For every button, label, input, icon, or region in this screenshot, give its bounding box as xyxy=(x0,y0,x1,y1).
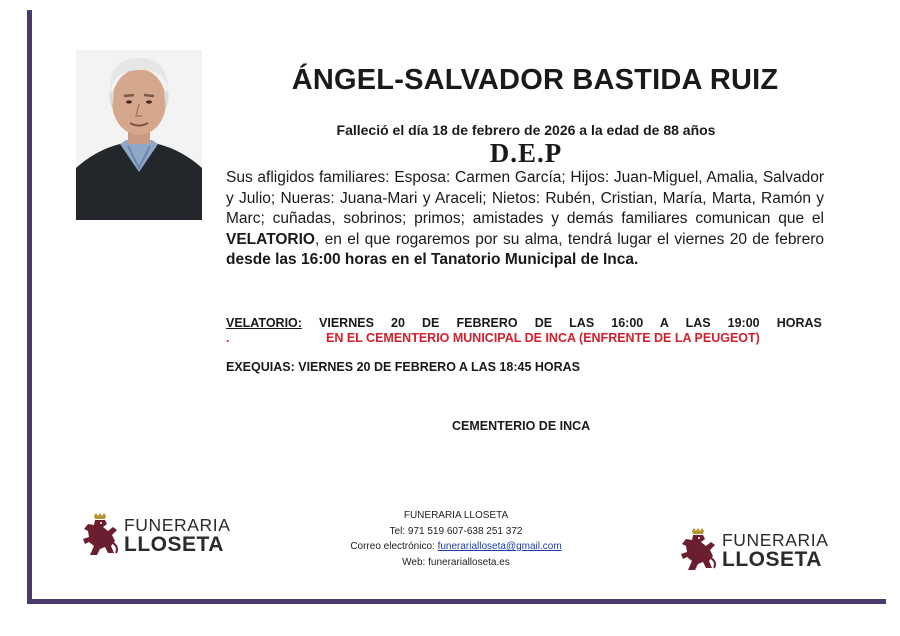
logo-line-1: FUNERARIA xyxy=(722,530,829,550)
footer-company: FUNERARIA LLOSETA xyxy=(403,510,509,521)
velatorio-location-text: EN EL CEMENTERIO MUNICIPAL DE INCA (ENFRENTE DE LA PEUGEOT) xyxy=(326,331,760,345)
velatorio-word: VIERNES xyxy=(319,316,374,330)
frame-bottom-border xyxy=(27,599,886,604)
velatorio-word: 16:00 xyxy=(611,316,644,330)
velatorio-word: A xyxy=(659,316,669,330)
velatorio-word: LAS xyxy=(569,316,595,330)
footer-phone: Tel: 971 519 607-638 251 372 xyxy=(389,525,523,537)
footer-email-label: Correo electrónico: xyxy=(350,541,438,552)
frame-left-border xyxy=(27,10,32,604)
velatorio-label: VELATORIO: xyxy=(226,316,302,330)
announcement-bold-location: desde las 16:00 horas en el Tanatorio Municipal de Inca. xyxy=(226,251,639,268)
portrait-photo xyxy=(76,50,202,220)
funeraria-logo-right xyxy=(678,528,838,576)
velatorio-word: FEBRERO xyxy=(456,316,518,330)
logo-line-2: LLOSETA xyxy=(124,533,224,556)
rampant-lion-crest-icon xyxy=(80,513,120,557)
velatorio-word: DE xyxy=(422,316,440,330)
velatorio-word: DE xyxy=(534,316,553,330)
logo-line-1: FUNERARIA xyxy=(124,515,231,535)
exequias-line: EXEQUIAS: VIERNES 20 DE FEBRERO A LAS 18:45 HORAS xyxy=(226,360,581,374)
velatorio-bullet: . xyxy=(226,331,230,345)
velatorio-line xyxy=(226,316,822,330)
velatorio-location xyxy=(226,331,826,345)
rampant-lion-crest-icon xyxy=(678,528,718,572)
footer-email-link[interactable]: funerarialloseta@gmail.com xyxy=(437,541,562,552)
velatorio-word: LAS xyxy=(685,316,711,330)
rip-heading: D.E.P xyxy=(489,138,563,168)
announcement-bold-velatorio: VELATORIO xyxy=(226,230,315,248)
velatorio-word: 20 xyxy=(391,316,405,330)
footer-email-row xyxy=(330,539,582,555)
logo-line-2: LLOSETA xyxy=(722,548,822,571)
family-announcement xyxy=(226,168,824,271)
announcement-text-2: , en el que rogaremos por su alma, tendrá lugar el viernes 20 de febrero xyxy=(315,230,824,248)
funeraria-logo-left xyxy=(80,513,240,561)
footer-contact xyxy=(330,508,582,570)
cemetery-line: CEMENTERIO DE INCA xyxy=(452,419,591,433)
announcement-text-1: Sus afligidos familiares: Esposa: Carmen García; Hijos: Juan-Miguel, Amalia, Salvador y Julio; Nueras: Juana-Mari y Araceli; Nietos: Rubén, Cristian, María, Marta, Ramón y Marc; cuñadas, sobrinos; primos; amistades y demás familiares comunican que el xyxy=(226,169,824,227)
death-date-line: Falleció el día 18 de febrero de 2026 a la edad de 88 años xyxy=(336,122,716,138)
deceased-name: ÁNGEL-SALVADOR BASTIDA RUIZ xyxy=(291,64,779,96)
velatorio-word: HORAS xyxy=(776,316,822,330)
footer-web: Web: funerarialloseta.es xyxy=(402,556,510,568)
velatorio-word: 19:00 xyxy=(727,316,760,330)
